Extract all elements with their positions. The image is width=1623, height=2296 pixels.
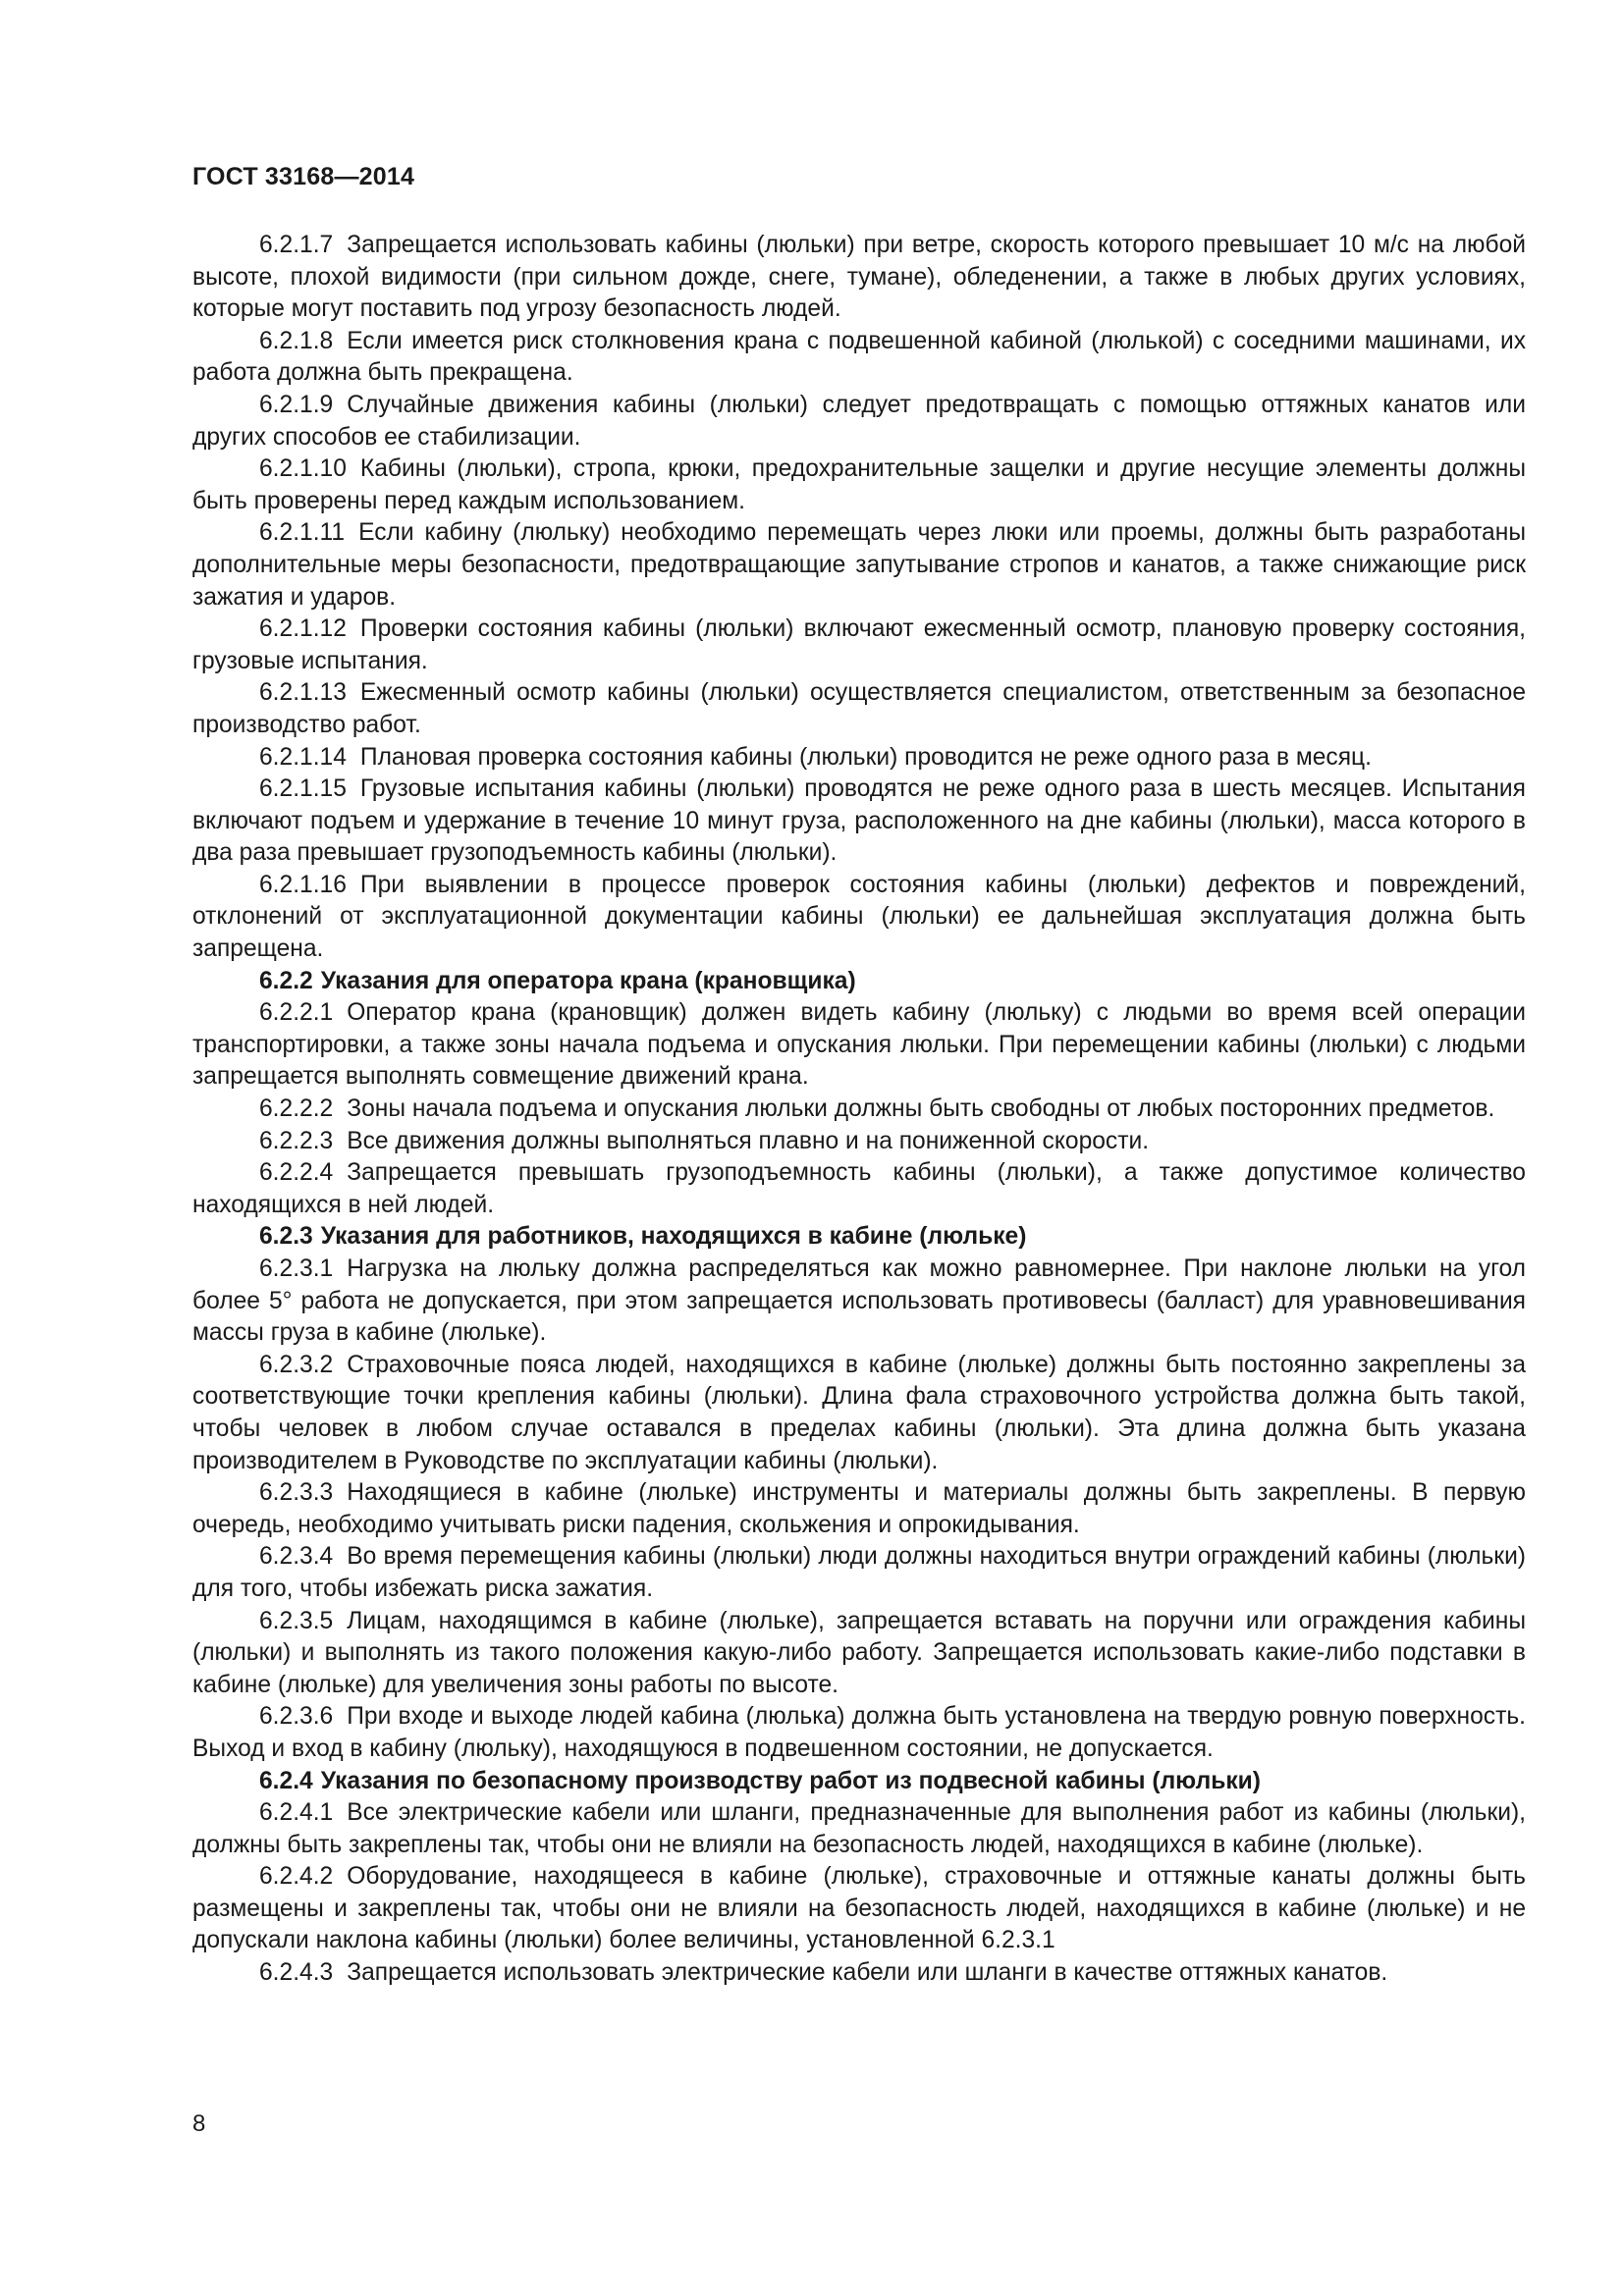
clause-paragraph bbox=[192, 742, 1526, 774]
clause-number: 6.2.3.1 bbox=[259, 1255, 334, 1282]
clause-text: Оборудование, находящееся в кабине (люльке), страховочные и оттяжные канаты должны быть размещены и закреплены так, чтобы они не влияли на безопасность людей, находящихся в кабине (люльке) и не допускали наклона кабины (люльки) более величины, установленной 6.2.3.1 bbox=[192, 1863, 1526, 1954]
clause-number: 6.2.3.3 bbox=[259, 1479, 334, 1507]
clause-paragraph bbox=[192, 1606, 1526, 1702]
clause-number: 6.2.3.4 bbox=[259, 1543, 334, 1571]
clause-text: Если кабину (люльку) необходимо перемещать через люки или проемы, должны быть разработаны дополнительные меры безопасности, предотвращающие запутывание стропов и канатов, а также снижающие риск зажатия и ударов. bbox=[192, 519, 1526, 611]
document-body bbox=[192, 230, 1526, 1990]
clause-text: Лицам, находящимся в кабине (люльке), запрещается вставать на поручни или ограждения кабины (люльки) и выполнять из такого положения какую-либо работу. Запрещается использовать какие-либо подставки в кабине (люльке) для увеличения зоны работы по высоте. bbox=[192, 1607, 1526, 1698]
clause-paragraph bbox=[192, 326, 1526, 390]
clause-number: 6.2.1.9 bbox=[259, 391, 334, 418]
clause-text: Если имеется риск столкновения крана с подвешенной кабиной (люлькой) с соседними машинами, их работа должна быть прекращена. bbox=[192, 327, 1526, 387]
clause-text: Случайные движения кабины (люльки) следует предотвращать с помощью оттяжных канатов или других способов ее стабилизации. bbox=[192, 391, 1526, 451]
clause-paragraph bbox=[192, 517, 1526, 614]
clause-number: 6.2.1.16 bbox=[259, 871, 347, 898]
clause-text: Кабины (люльки), стропа, крюки, предохранительные защелки и другие несущие элементы должны быть проверены перед каждым использованием. bbox=[192, 455, 1526, 514]
clause-number: 6.2.1.8 bbox=[259, 327, 334, 354]
section-heading bbox=[192, 1221, 1526, 1254]
clause-text: Проверки состояния кабины (люльки) включают ежесменный осмотр, плановую проверку состояния, грузовые испытания. bbox=[192, 615, 1526, 674]
clause-number: 6.2.2.3 bbox=[259, 1127, 334, 1154]
clause-number: 6.2.3.2 bbox=[259, 1351, 334, 1378]
clause-text: Находящиеся в кабине (люльке) инструменты и материалы должны быть закреплены. В первую очередь, необходимо учитывать риски падения, скольжения и опрокидывания. bbox=[192, 1479, 1526, 1538]
clause-paragraph bbox=[192, 1350, 1526, 1477]
clause-number: 6.2.4.2 bbox=[259, 1863, 334, 1891]
clause-text: Оператор крана (крановщик) должен видеть кабину (люльку) с людьми во время всей операции транспортировки, а также зоны начала подъема и опускания люльки. При перемещении кабины (люльки) с людьми запрещается выполнять совмещение движений крана. bbox=[192, 999, 1526, 1091]
clause-paragraph bbox=[192, 454, 1526, 517]
clause-number: 6.2.1.7 bbox=[259, 232, 334, 258]
clause-paragraph bbox=[192, 1157, 1526, 1221]
clause-number: 6.2.2.1 bbox=[259, 999, 334, 1027]
clause-paragraph bbox=[192, 390, 1526, 454]
clause-text: Плановая проверка состояния кабины (люльки) проводится не реже одного раза в месяц. bbox=[359, 743, 1372, 771]
clause-paragraph bbox=[192, 1861, 1526, 1957]
clause-paragraph bbox=[192, 774, 1526, 870]
clause-text: Запрещается использовать электрические кабели или шланги в качестве оттяжных канатов. bbox=[347, 1959, 1388, 1987]
clause-text: При входе и выходе людей кабина (люлька) должна быть установлена на твердую ровную поверхность. Выход и вход в кабину (люльку), находящуюся в подвешенном состоянии, не допускается. bbox=[192, 1703, 1526, 1762]
clause-text: Во время перемещения кабины (люльки) люди должны находиться внутри ограждений кабины (люльки) для того, чтобы избежать риска зажатия. bbox=[192, 1543, 1526, 1602]
section-heading-text: Указания по безопасному производству работ из подвесной кабины (люльки) bbox=[320, 1767, 1261, 1794]
clause-number: 6.2.3.5 bbox=[259, 1607, 334, 1634]
clause-paragraph bbox=[192, 1477, 1526, 1541]
section-heading bbox=[192, 966, 1526, 998]
clause-number: 6.2.3.6 bbox=[259, 1703, 334, 1731]
clause-paragraph bbox=[192, 614, 1526, 677]
clause-paragraph bbox=[192, 677, 1526, 741]
clause-number: 6.2.1.15 bbox=[259, 775, 347, 803]
clause-paragraph bbox=[192, 1254, 1526, 1350]
section-heading-text: Указания для работников, находящихся в кабине (люльке) bbox=[320, 1223, 1027, 1251]
section-heading-text: Указания для оператора крана (крановщика) bbox=[320, 967, 856, 994]
section-heading bbox=[192, 1766, 1526, 1798]
clause-number: 6.2.1.12 bbox=[259, 615, 347, 643]
clause-text: Все движения должны выполняться плавно и на пониженной скорости. bbox=[347, 1127, 1150, 1154]
clause-text: Нагрузка на люльку должна распределяться как можно равномернее. При наклоне люльки на угол более 5° работа не допускается, при этом запрещается использовать противовесы (балласт) для уравновешивания массы груза в кабине (люльке). bbox=[192, 1255, 1526, 1347]
clause-paragraph bbox=[192, 1957, 1526, 1990]
clause-paragraph bbox=[192, 1701, 1526, 1765]
clause-number: 6.2.2.4 bbox=[259, 1159, 334, 1187]
document-header: ГОСТ 33168—2014 bbox=[192, 163, 415, 190]
clause-number: 6.2.2 bbox=[259, 967, 313, 994]
clause-text: Страховочные пояса людей, находящихся в кабине (люльке) должны быть постоянно закреплены за соответствующие точки крепления кабины (люльки). Длина фала страховочного устройства должна быть такой, чтобы человек в любом случае оставался в пределах кабины (люльки). Эта длина должна быть указана производителем в Руководстве по эксплуатации кабины (люльки). bbox=[192, 1351, 1526, 1474]
clause-number: 6.2.3 bbox=[259, 1223, 313, 1251]
clause-text: Зоны начала подъема и опускания люльки должны быть свободны от любых посторонних предметов. bbox=[347, 1095, 1495, 1123]
clause-paragraph bbox=[192, 870, 1526, 966]
clause-text: Грузовые испытания кабины (люльки) проводятся не реже одного раза в шесть месяцев. Испытания включают подъем и удержание в течение 10 минут груза, расположенного на дне кабины (люльки), масса которого в два раза превышает грузоподъемность кабины (люльки). bbox=[192, 775, 1526, 867]
clause-number: 6.2.1.14 bbox=[259, 743, 347, 771]
clause-number: 6.2.2.2 bbox=[259, 1095, 334, 1123]
clause-paragraph bbox=[192, 1797, 1526, 1861]
clause-paragraph bbox=[192, 1094, 1526, 1126]
clause-text: Запрещается использовать кабины (люльки) при ветре, скорость которого превышает 10 м/с на любой высоте, плохой видимости (при сильном дожде, снеге, тумане), обледенении, а также в любых других условиях, которые могут поставить под угрозу безопасность людей. bbox=[192, 232, 1526, 323]
clause-paragraph bbox=[192, 1541, 1526, 1605]
clause-number: 6.2.4.3 bbox=[259, 1959, 334, 1987]
page-number: 8 bbox=[192, 2110, 206, 2137]
clause-paragraph bbox=[192, 1126, 1526, 1158]
clause-paragraph bbox=[192, 997, 1526, 1094]
clause-text: Все электрические кабели или шланги, предназначенные для выполнения работ из кабины (люльки), должны быть закреплены так, чтобы они не влияли на безопасность людей, находящихся в кабине (люльке). bbox=[192, 1799, 1526, 1858]
clause-paragraph bbox=[192, 230, 1526, 326]
clause-number: 6.2.4.1 bbox=[259, 1799, 334, 1827]
clause-number: 6.2.1.13 bbox=[259, 679, 347, 707]
clause-text: Ежесменный осмотр кабины (люльки) осуществляется специалистом, ответственным за безопасное производство работ. bbox=[192, 679, 1526, 738]
clause-number: 6.2.4 bbox=[259, 1767, 313, 1794]
clause-number: 6.2.1.11 bbox=[259, 519, 346, 547]
clause-number: 6.2.1.10 bbox=[259, 455, 347, 483]
clause-text: При выявлении в процессе проверок состояния кабины (люльки) дефектов и повреждений, отклонений от эксплуатационной документации кабины (люльки) ее дальнейшая эксплуатация должна быть запрещена. bbox=[192, 871, 1526, 963]
clause-text: Запрещается превышать грузоподъемность кабины (люльки), а также допустимое количество находящихся в ней людей. bbox=[192, 1159, 1526, 1218]
